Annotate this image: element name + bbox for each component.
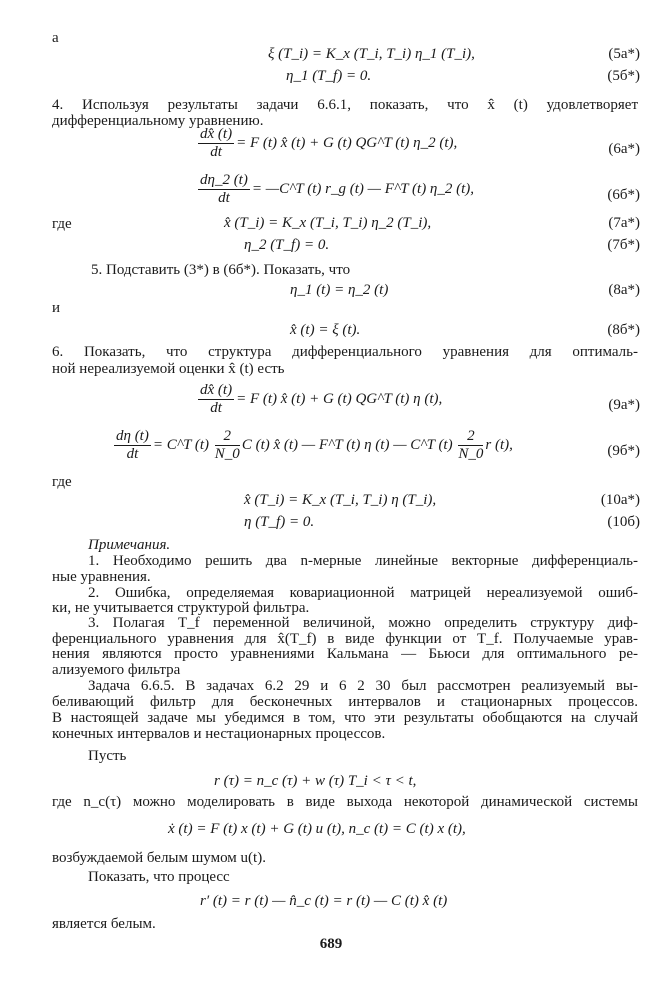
where-label-2: где — [52, 474, 72, 490]
equation-9a — [196, 382, 442, 417]
equation-9b — [112, 428, 513, 463]
equation-number-9b: (9б*) — [607, 443, 640, 459]
equation-number-10a: (10а*) — [600, 492, 640, 508]
equation-r-prime: r′ (t) = r (t) — n̂_c (t) = r (t) — C (t) x̂ (t) — [200, 893, 448, 909]
note-3-line-4: ализуемого фильтра — [52, 662, 181, 678]
task-line-2: беливающий фильтр для бесконечных интервалов и стационарных процессов. — [52, 694, 638, 710]
eq-9b-numerator: dη (t) — [116, 428, 149, 444]
where-label-1: где — [52, 216, 72, 232]
paragraph-5: 5. Подставить (3*) в (6б*). Показать, что — [91, 262, 351, 278]
task-line-3: В настоящей задаче мы убедимся в том, что эти результаты обобщаются на случай — [52, 710, 638, 726]
eq-9b-fraction-1-numerator: 2 — [215, 428, 240, 446]
note-2-line-1: 2. Ошибка, определяемая ковариационной матрицей нереализуемой ошиб- — [88, 585, 638, 601]
paragraph-4-line-1: 4. Используя результаты задачи 6.6.1, показать, что x̂ (t) удовлетворяет — [52, 97, 638, 113]
equation-number-9a: (9а*) — [608, 397, 640, 413]
equation-number-8a: (8а*) — [608, 282, 640, 298]
note-1-line-1: 1. Необходимо решить два n-мерные линейные векторные дифференциаль- — [88, 553, 638, 569]
equation-number-7a: (7а*) — [608, 215, 640, 231]
eq-9a-denominator: dt — [210, 400, 222, 416]
equation-8a: η_1 (t) = η_2 (t) — [290, 282, 389, 298]
paragraph-6-line-1: 6. Показать, что структура дифференциального уравнения для оптималь- — [52, 344, 638, 360]
equation-6b — [196, 172, 474, 207]
model-text: где n_c(τ) можно моделировать в виде выхода некоторой динамической системы — [52, 794, 638, 810]
equation-number-6a: (6а*) — [608, 141, 640, 157]
eq-6a-denominator: dt — [210, 144, 222, 160]
notes-title: Примечания. — [88, 537, 171, 553]
paragraph-4-line-2: дифференциальному уравнению. — [52, 113, 264, 129]
note-3-line-1: 3. Полагая T_f переменной величиной, можно определить структуру диф- — [88, 615, 638, 631]
and-label: и — [52, 300, 61, 316]
equation-number-7b: (7б*) — [607, 237, 640, 253]
show-text: Показать, что процесс — [88, 869, 230, 885]
equation-number-10b: (10б) — [607, 514, 640, 530]
eq-9a-rhs: = F (t) x̂ (t) + G (t) QG^T (t) η (t), — [236, 390, 443, 407]
paragraph-6-line-2: ной нереализуемой оценки x̂ (t) есть — [52, 361, 285, 377]
equation-5b: η_1 (T_f) = 0. — [286, 68, 372, 84]
note-2-line-2: ки, не учитывается структурой фильтра. — [52, 600, 310, 616]
eq-6b-numerator: dη_2 (t) — [200, 172, 248, 188]
page-number: 689 — [319, 936, 343, 952]
header-letter: а — [52, 30, 59, 46]
eq-9b-fraction-2-denominator: N_0 — [458, 446, 484, 462]
task-line-1: Задача 6.6.5. В задачах 6.2 29 и 6 2 30 был рассмотрен реализуемый вы- — [88, 678, 638, 694]
eq-9b-fraction-1-denominator: N_0 — [214, 446, 240, 462]
equation-7a: x̂ (T_i) = K_x (T_i, T_i) η_2 (T_i), — [224, 215, 432, 231]
equation-state: ẋ (t) = F (t) x (t) + G (t) u (t), n_c (t) = C (t) x (t), — [168, 821, 466, 837]
equation-number-6b: (6б*) — [607, 187, 640, 203]
eq-6a-numerator: dx̂ (t) — [200, 126, 233, 142]
eq-9b-part-2: C (t) x̂ (t) — F^T (t) η (t) — C^T (t) — [241, 436, 453, 453]
equation-8b: x̂ (t) = ξ (t). — [290, 322, 361, 338]
eq-9b-fraction-2-numerator: 2 — [458, 428, 483, 446]
excited-text: возбуждаемой белым шумом u(t). — [52, 850, 266, 866]
equation-5a: ξ (T_i) = K_x (T_i, T_i) η_1 (T_i), — [268, 46, 475, 62]
eq-9b-part-3: r (t), — [485, 436, 513, 453]
note-1-line-2: ные уравнения. — [52, 569, 151, 585]
eq-6a-rhs: = F (t) x̂ (t) + G (t) QG^T (t) η_2 (t), — [236, 134, 458, 151]
equation-r: r (τ) = n_c (τ) + w (τ) T_i < τ < t, — [214, 773, 417, 789]
equation-6a — [196, 126, 457, 161]
eq-6b-rhs: = —C^T (t) r_g (t) — F^T (t) η_2 (t), — [251, 180, 475, 197]
equation-number-5b: (5б*) — [607, 68, 640, 84]
eq-6b-denominator: dt — [218, 190, 230, 206]
equation-10a: x̂ (T_i) = K_x (T_i, T_i) η (T_i), — [244, 492, 437, 508]
eq-9b-part-1: = C^T (t) — [152, 436, 210, 453]
task-line-4: конечных интервалов и нестационарных процессов. — [52, 726, 386, 742]
equation-number-5a: (5а*) — [608, 46, 640, 62]
equation-number-8b: (8б*) — [607, 322, 640, 338]
equation-10b: η (T_f) = 0. — [244, 514, 315, 530]
let-label: Пусть — [88, 748, 127, 764]
equation-7b: η_2 (T_f) = 0. — [244, 237, 330, 253]
eq-9a-numerator: dx̂ (t) — [200, 382, 233, 398]
white-text: является белым. — [52, 916, 156, 932]
note-3-line-3: нения являются просто уравнениями Кальмана — Бьюси для оптимального ре- — [52, 646, 638, 662]
eq-9b-denominator: dt — [126, 446, 139, 462]
note-3-line-2: ференциального уравнения для x̂(T_f) в виде функции от T_f. Получаемые урав- — [52, 631, 638, 647]
